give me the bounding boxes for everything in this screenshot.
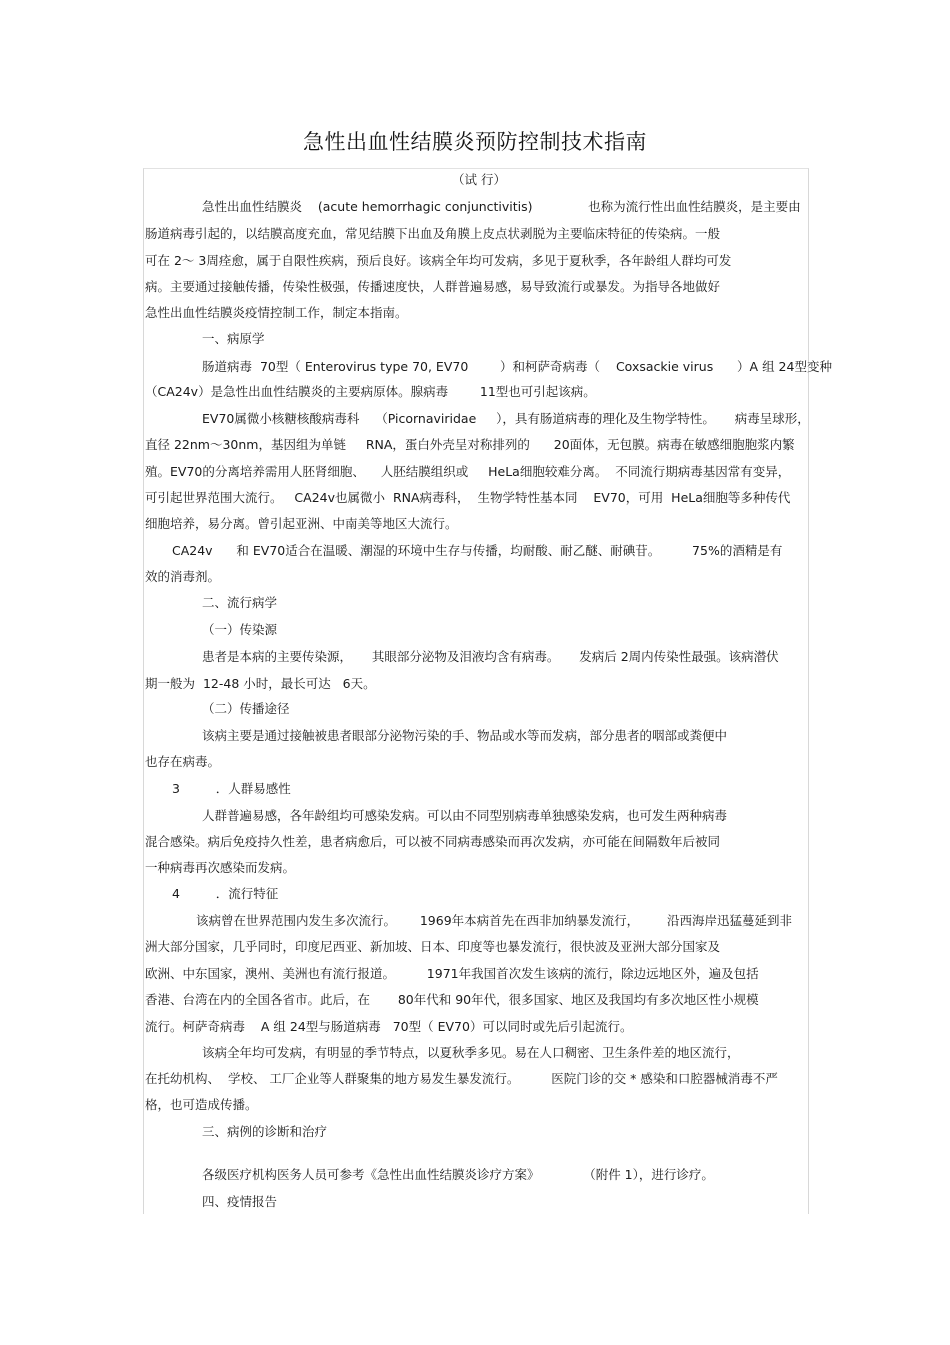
subtitle: （试 行）: [452, 172, 506, 187]
paragraph-line: 该病主要是通过接触被患者眼部分泌物污染的手、物品或水等而发病，部分患者的咽部或粪便中: [202, 728, 728, 743]
section-heading: 二、流行病学: [202, 595, 278, 610]
paragraph-line: 肠道病毒引起的，以结膜高度充血，常见结膜下出血及角膜上皮点状剥脱为主要临床特征的传染病。一般: [145, 226, 721, 241]
paragraph-line: 可引起世界范围大流行。 CA24v也属微小 RNA病毒科， 生物学特性基本同 EV70，可用 HeLa细胞等多种传代: [145, 490, 791, 505]
paragraph-line: 该病曾在世界范围内发生多次流行。 1969年本病首先在西非加纳暴发流行， 沿西海岸迅猛蔓延到非: [196, 913, 792, 928]
subsection-heading: 4 ．流行特征: [172, 886, 279, 901]
document-title: 急性出血性结膜炎预防控制技术指南: [303, 130, 647, 154]
paragraph-line: CA24v 和 EV70适合在温暖、潮湿的环境中生存与传播，均耐酸、耐乙醚、耐碘苷。 75%的酒精是有: [172, 543, 783, 558]
paragraph-line: EV70属微小核糖核酸病毒科 （Picornaviridae ），具有肠道病毒的理化及生物学特性。 病毒呈球形，: [202, 411, 810, 426]
paragraph-line: 病。主要通过接触传播，传染性极强，传播速度快，人群普遍易感，易导致流行或暴发。为指导各地做好: [145, 279, 721, 294]
paragraph-line: 混合感染。病后免疫持久性差，患者病愈后，可以被不同病毒感染而再次发病，亦可能在间隔数年后被同: [145, 834, 721, 849]
subsection-heading: （二）传播途径: [202, 701, 290, 716]
paragraph-line: 也存在病毒。: [145, 754, 221, 769]
paragraph-line: 在托幼机构、 学校、 工厂企业等人群聚集的地方易发生暴发流行。 医院门诊的交 * 感染和口腔器械消毒不严: [145, 1071, 778, 1086]
paragraph-line: 直径 22nm～30nm，基因组为单链 RNA，蛋白外壳呈对称排列的 20面体，无包膜。病毒在敏感细胞胞浆内繁: [145, 437, 795, 452]
paragraph-line: 一种病毒再次感染而发病。: [145, 860, 296, 875]
paragraph-line: 急性出血性结膜炎疫情控制工作，制定本指南。: [145, 305, 408, 320]
subsection-heading: （一）传染源: [202, 622, 278, 637]
paragraph-line: 欧洲、中东国家，澳州、美洲也有流行报道。 1971年我国首次发生该病的流行，除边远地区外，遍及包括: [145, 966, 759, 981]
paragraph-line: 各级医疗机构医务人员可参考《急性出血性结膜炎诊疗方案》 （附件 1），进行诊疗。: [202, 1167, 714, 1182]
subsection-heading: 3 ．人群易感性: [172, 781, 291, 796]
section-heading: 三、病例的诊断和治疗: [202, 1124, 328, 1139]
paragraph-line: 患者是本病的主要传染源， 其眼部分泌物及泪液均含有病毒。 发病后 2周内传染性最强。该病潜伏: [202, 649, 779, 664]
paragraph-line: 香港、台湾在内的全国各省市。此后，在 80年代和 90年代，很多国家、地区及我国均有多次地区性小规模: [145, 992, 759, 1007]
paragraph-line: 期一般为 12-48 小时，最长可达 6天。: [145, 676, 376, 691]
paragraph-line: 效的消毒剂。: [145, 569, 221, 584]
paragraph-line: 该病全年均可发病，有明显的季节特点，以夏秋季多见。易在人口稠密、卫生条件差的地区流行，: [202, 1045, 740, 1060]
paragraph-line: 人群普遍易感，各年龄组均可感染发病。可以由不同型别病毒单独感染发病，也可发生两种病毒: [202, 808, 728, 823]
paragraph-line: 细胞培养，易分离。曾引起亚洲、中南美等地区大流行。: [145, 516, 458, 531]
paragraph-line: 殖。EV70的分离培养需用人胚肾细胞、 人胚结膜组织或 HeLa细胞较难分离。 不同流行期病毒基因常有变异，: [145, 464, 791, 479]
paragraph-line: （CA24v）是急性出血性结膜炎的主要病原体。腺病毒 11型也可引起该病。: [145, 384, 596, 399]
section-heading: 一、病原学: [202, 331, 265, 346]
paragraph-line: 肠道病毒 70型（ Enterovirus type 70, EV70 ）和柯萨奇病毒（ Coxsackie virus ）A 组 24型变种: [202, 359, 832, 374]
paragraph-line: 格，也可造成传播。: [145, 1097, 258, 1112]
paragraph-line: 急性出血性结膜炎 (acute hemorrhagic conjunctivitis) 也称为流行性出血性结膜炎，是主要由: [202, 199, 801, 214]
paragraph-line: 可在 2～ 3周痊愈，属于自限性疾病，预后良好。该病全年均可发病，多见于夏秋季，各年龄组人群均可发: [145, 253, 732, 268]
paragraph-line: 洲大部分国家，几乎同时，印度尼西亚、新加坡、日本、印度等也暴发流行，很快波及亚洲大部分国家及: [145, 939, 721, 954]
paragraph-line: 流行。柯萨奇病毒 A 组 24型与肠道病毒 70型（ EV70）可以同时或先后引起流行。: [145, 1019, 633, 1034]
section-heading: 四、疫情报告: [202, 1194, 278, 1209]
